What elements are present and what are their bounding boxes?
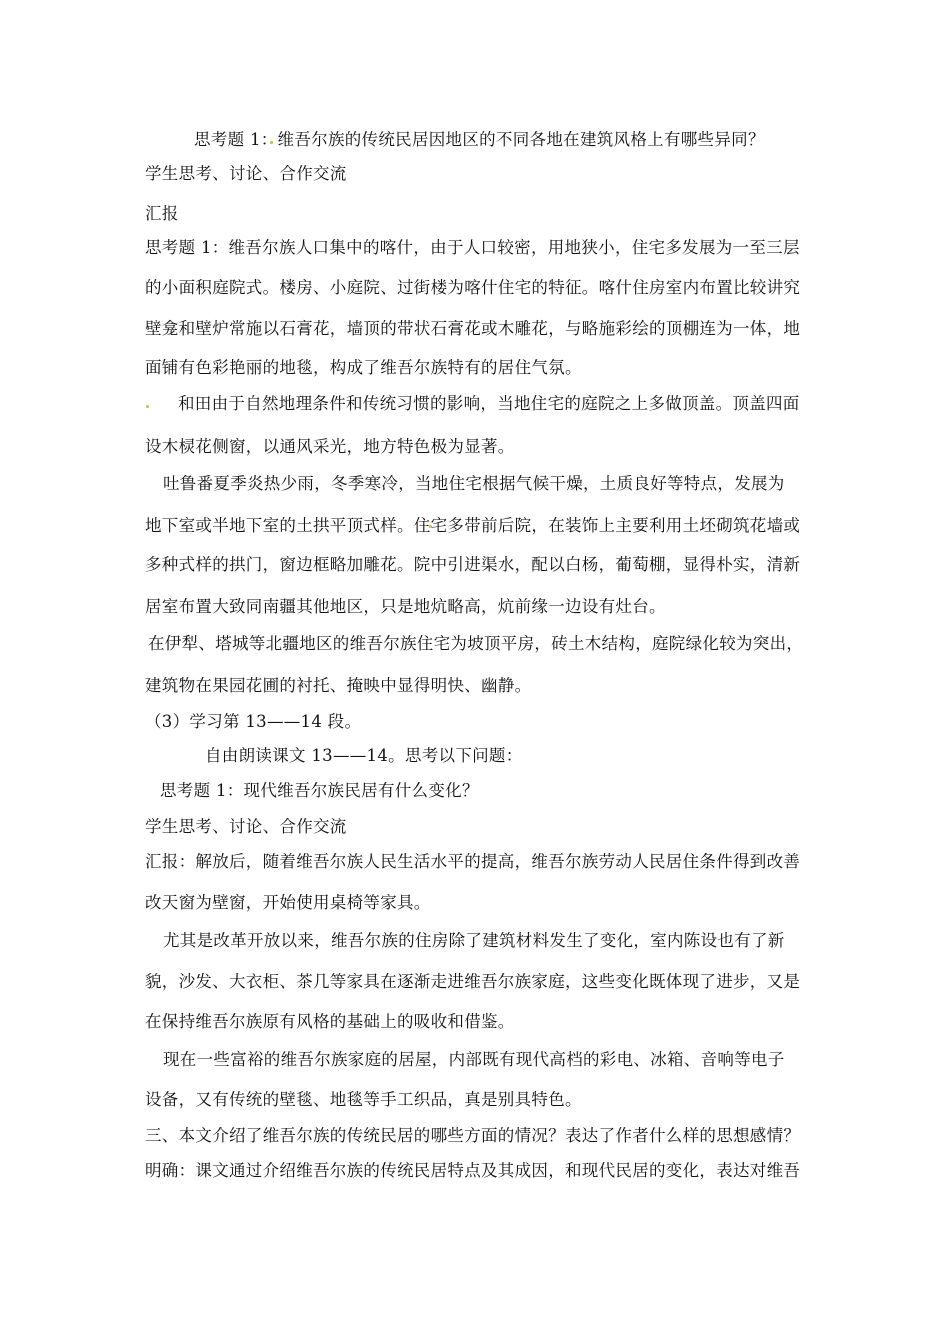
section-heading: （3）学习第 13——14 段。 — [145, 712, 362, 731]
text-line: 明确：课文通过介绍维吾尔族的传统民居特点及其成因，和现代民居的变化，表达对维吾 — [145, 1161, 801, 1180]
text-line: 貌，沙发、大衣柜、茶几等家具在逐渐走进维吾尔族家庭，这些变化既体现了进步，又是 — [145, 972, 801, 991]
text-line: 改天窗为壁窗，开始使用桌椅等家具。 — [145, 893, 431, 912]
text-line: 和田由于自然地理条件和传统习惯的影响，当地住宅的庭院之上多做顶盖。顶盖四面 — [178, 394, 800, 413]
text-line: 壁龛和壁炉常施以石膏花，墙顶的带状石膏花或木雕花，与略施彩绘的顶棚连为一体，地 — [145, 319, 801, 338]
text-line: 设备，又有传统的壁毯、地毯等手工织品，真是别具特色。 — [145, 1090, 582, 1109]
text-line: 设木棂花侧窗，以通风采光，地方特色极为显著。 — [145, 437, 515, 456]
text-line: 现在一些富裕的维吾尔族家庭的居屋，内部既有现代高档的彩电、冰箱、音响等电子 — [163, 1050, 785, 1069]
text-line: 汇报 — [145, 204, 179, 223]
text-line: 地下室或半地下室的土拱平顶式样。住宅多带前后院，在装饰上主要利用土坯砌筑花墙或 — [145, 516, 801, 535]
text-line: 吐鲁番夏季炎热少雨，冬季寒冷，当地住宅根据气候干燥，土质良好等特点，发展为 — [163, 474, 785, 493]
text-line: 汇报：解放后，随着维吾尔族人民生活水平的提高，维吾尔族劳动人民居住条件得到改善 — [145, 852, 801, 871]
text-line: 居室布置大致同南疆其他地区，只是地炕略高，炕前缘一边设有灶台。 — [145, 597, 666, 616]
text-line: 思考题 1：维吾尔族人口集中的喀什，由于人口较密，用地狭小，住宅多发展为一至三层 — [145, 238, 800, 257]
stray-mark — [146, 405, 149, 408]
text-line: 多种式样的拱门，窗边框略加雕花。院中引进渠水，配以白杨，葡萄棚，显得朴实，清新 — [145, 555, 801, 574]
text-line: 在伊犁、塔城等北疆地区的维吾尔族住宅为坡顶平房，砖土木结构，庭院绿化较为突出， — [148, 634, 804, 653]
section-heading: 三、本文介绍了维吾尔族的传统民居的哪些方面的情况？表达了作者什么样的思想感情？ — [145, 1126, 801, 1145]
text-line: 学生思考、讨论、合作交流 — [145, 817, 347, 836]
question-line: 思考题 1：现代维吾尔族民居有什么变化？ — [160, 781, 479, 800]
text-line: 在保持维吾尔族原有风格的基础上的吸收和借鉴。 — [145, 1012, 515, 1031]
text-line: 尤其是改革开放以来，维吾尔族的住房除了建筑材料发生了变化，室内陈设也有了新 — [163, 931, 785, 950]
question-line: 思考题 1：维吾尔族的传统民居因地区的不同各地在建筑风格上有哪些异同？ — [194, 130, 765, 149]
text-line: 的小面积庭院式。楼房、小庭院、过街楼为喀什住宅的特征。喀什住房室内布置比较讲究 — [145, 278, 801, 297]
text-line: 自由朗读课文 13——14。思考以下问题： — [205, 746, 523, 765]
text-line: 面铺有色彩艳丽的地毯，构成了维吾尔族特有的居住气氛。 — [145, 358, 582, 377]
text-line: 建筑物在果园花圃的衬托、掩映中显得明快、幽静。 — [145, 676, 532, 695]
text-line: 学生思考、讨论、合作交流 — [145, 164, 347, 183]
